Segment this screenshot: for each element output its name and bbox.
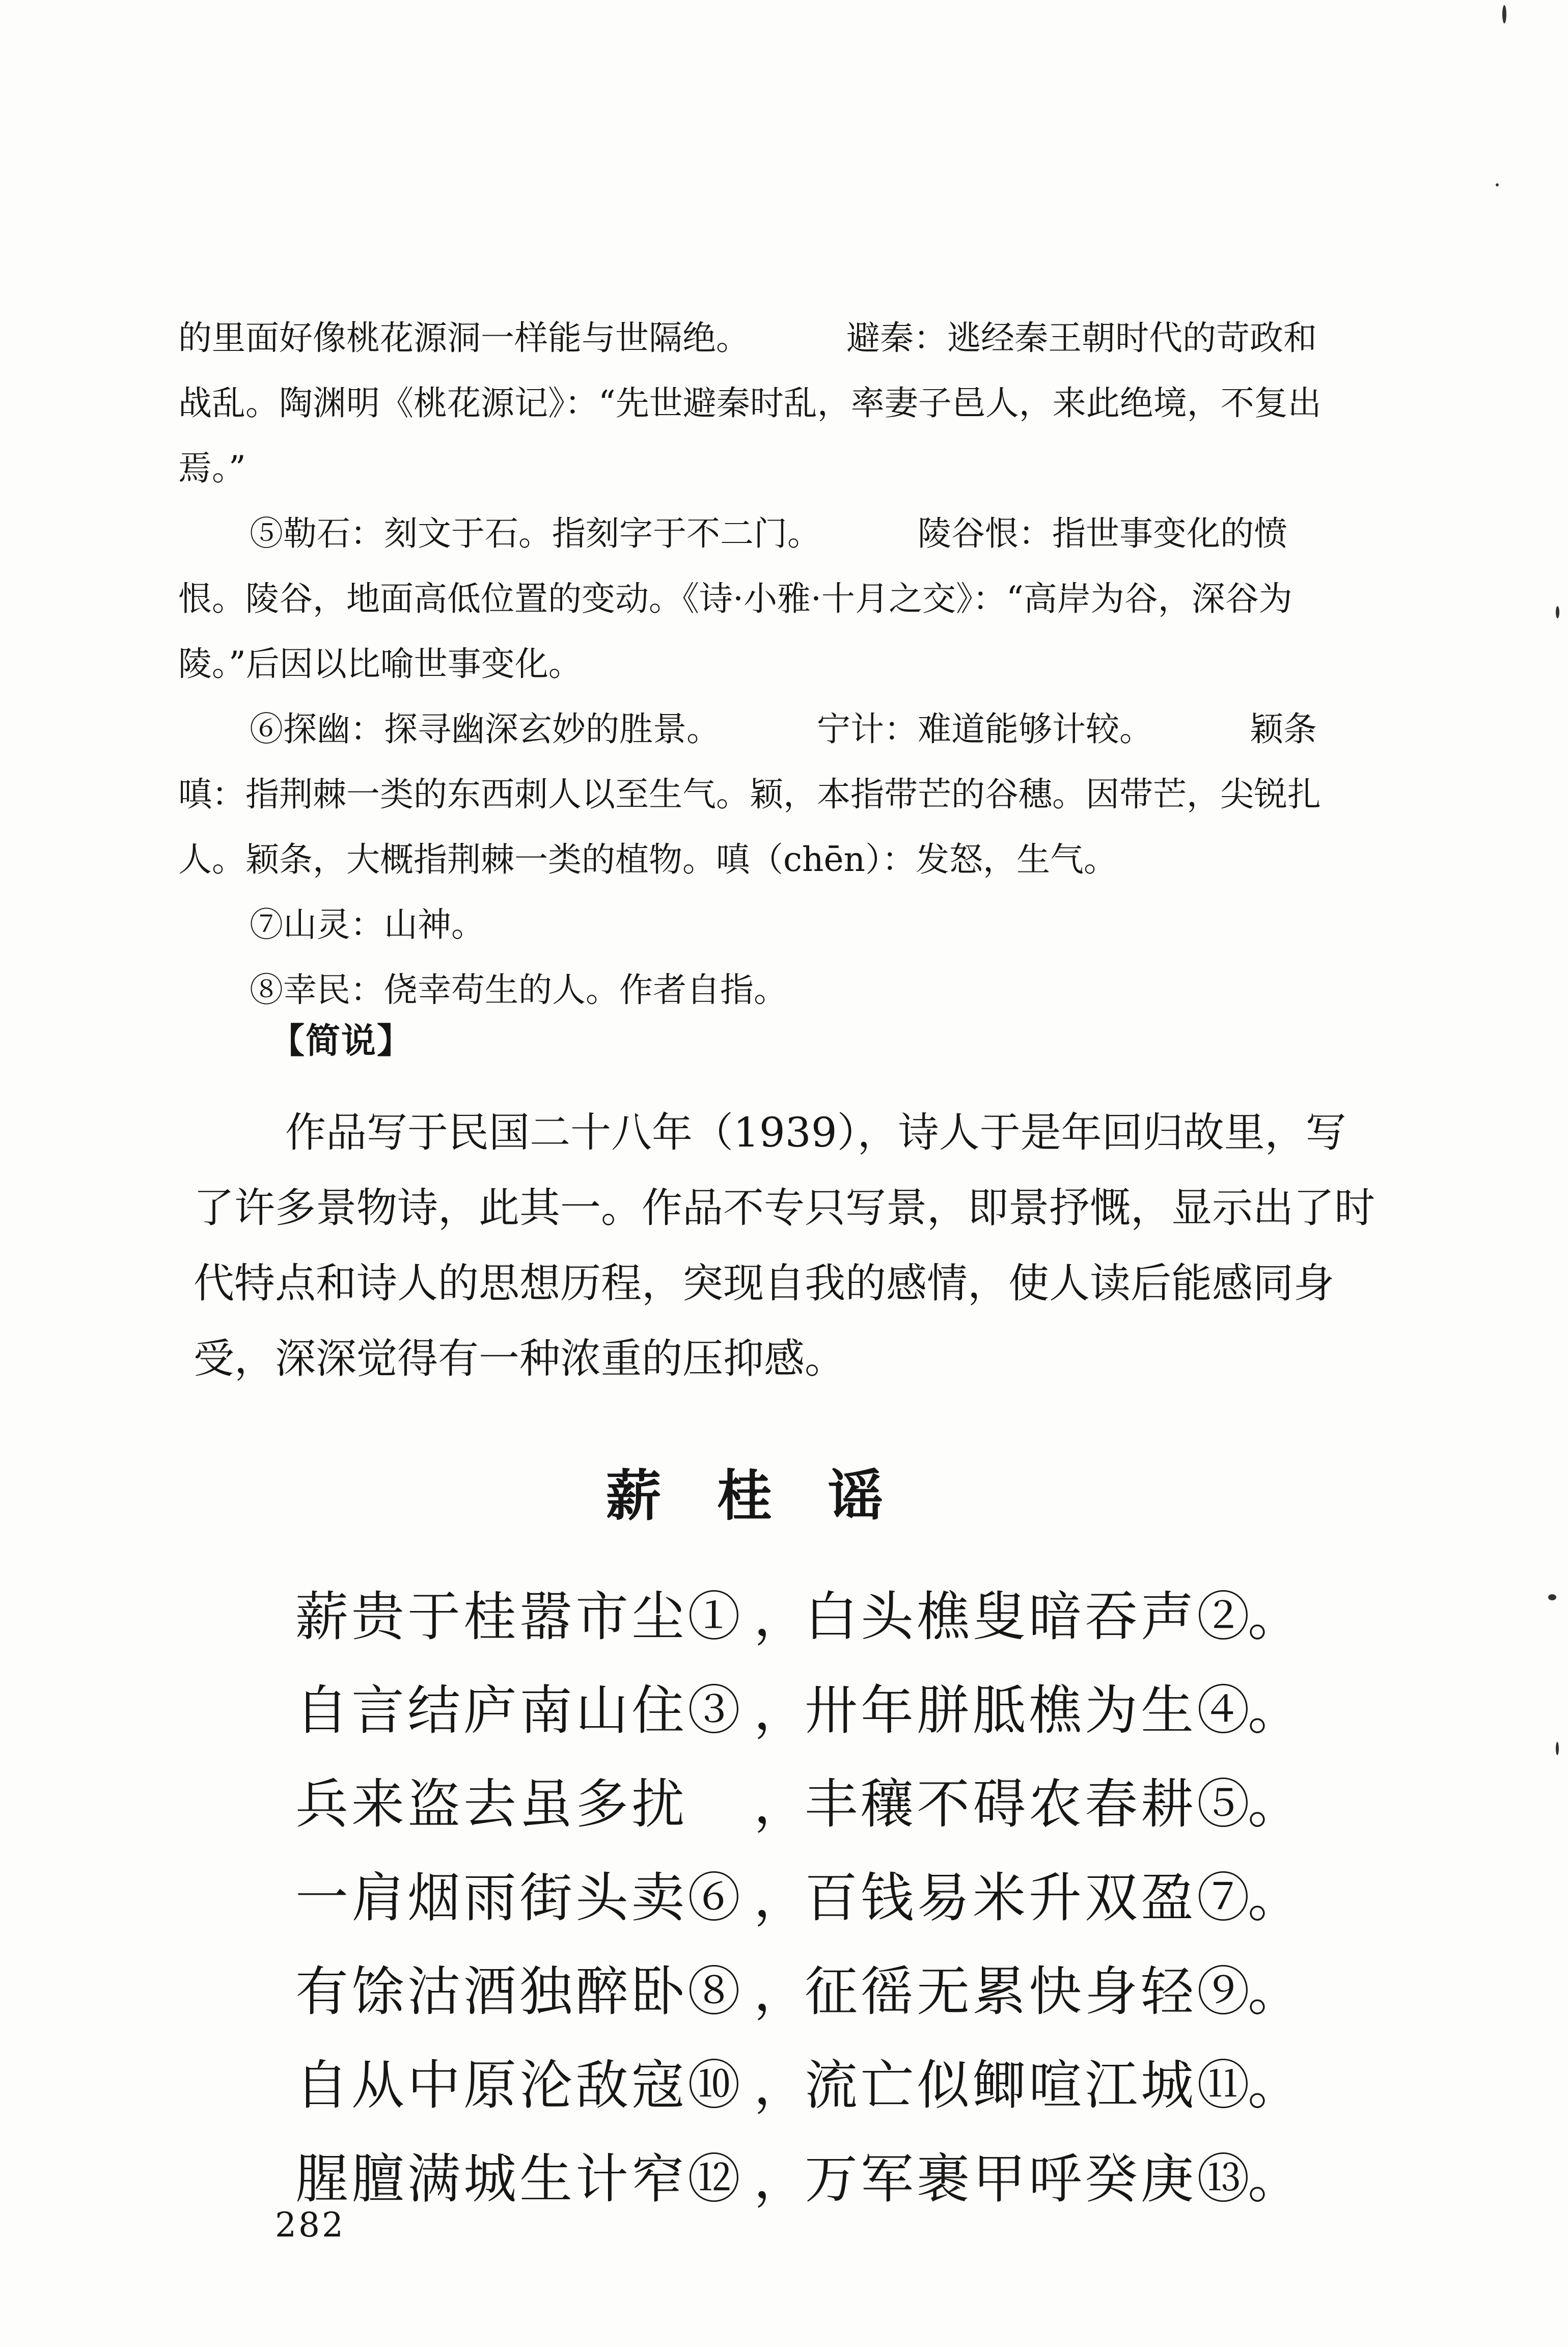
annotation-notes	[178, 306, 1350, 1023]
full-stop: 。	[1248, 2148, 1301, 2210]
full-stop: 。	[1248, 1679, 1301, 1741]
note-5	[178, 501, 1350, 697]
note-text: 的里面好像桃花源洞一样能与世隔绝。	[178, 318, 750, 358]
poem-line	[295, 1761, 1467, 1855]
comma: ，	[754, 1867, 807, 1929]
note-text: ⑤勒石：刻文于石。指刻字于不二门。	[250, 514, 821, 553]
note-text: ⑧幸民：侥幸苟生的人。作者自指。	[250, 970, 787, 1009]
comma: ，	[754, 1773, 807, 1835]
poem-line-second-half: 丰穰不碍农春耕⑤	[805, 1773, 1253, 1835]
comma: ，	[754, 1586, 807, 1648]
full-stop: 。	[1248, 1586, 1301, 1648]
poem-line-first-half: 兵来盗去虽多扰	[295, 1773, 688, 1835]
full-stop: 。	[1248, 1960, 1301, 2023]
page-number: 282	[275, 2205, 345, 2245]
poem-line-second-half: 万军裹甲呼癸庚⑬	[805, 2148, 1253, 2210]
scan-speck	[1502, 5, 1506, 23]
poem-line	[295, 2042, 1467, 2136]
poem-title: 薪桂谣	[606, 1464, 940, 1528]
full-stop: 。	[1248, 1867, 1301, 1929]
scan-speck	[1556, 1742, 1559, 1755]
comma: ，	[754, 1960, 807, 2023]
poem-line-second-half: 征徭无累快身轻⑨	[805, 1960, 1253, 2023]
poem-body	[295, 1574, 1467, 2230]
poem-line-first-half: 薪贵于桂嚣市尘①	[295, 1586, 744, 1648]
poem-line	[295, 1668, 1467, 1761]
note-6	[178, 697, 1350, 892]
note-tail: 陵谷恨：指世事变化的愤恨。陵谷，地面高低位置的变动。《诗·小雅·十月之交》：“高岸为谷，深谷为陵。”后因以比喻世事变化。	[178, 514, 1292, 684]
full-stop: 。	[1248, 1773, 1301, 1835]
comma: ，	[754, 2148, 807, 2210]
poem-line	[295, 1949, 1467, 2042]
poem-line	[295, 1574, 1467, 1668]
poem-line	[295, 1855, 1467, 1949]
poem-line-second-half: 百钱易米升双盈⑦	[805, 1867, 1253, 1929]
poem-line-second-half: 白头樵叟暗吞声②	[805, 1586, 1253, 1648]
scan-speck	[1496, 183, 1499, 186]
poem-line-second-half: 流亡似鲫喧江城⑪	[805, 2054, 1253, 2116]
commentary-paragraph: 作品写于民国二十八年（1939），诗人于是年回归故里，写了许多景物诗，此其一。作品不专只写景，即景抒慨，显示出了时代特点和诗人的思想历程，突现自我的感情，使人读后能感同身受，深深觉得有一种浓重的压抑感。	[194, 1109, 1375, 1382]
note-tail: 避秦：逃经秦王朝时代的苛政和战乱。陶渊明《桃花源记》：“先世避秦时乱，率妻子邑人，来此绝境，不复出焉。”	[178, 318, 1322, 488]
poem-line-first-half: 自言结庐南山住③	[295, 1679, 744, 1741]
scan-speck	[1556, 606, 1559, 618]
full-stop: 。	[1248, 2054, 1301, 2116]
comma: ，	[754, 1679, 807, 1741]
scan-speck	[1548, 1594, 1556, 1600]
poem-line	[295, 2136, 1467, 2230]
poem-line-first-half: 腥膻满城生计窄⑫	[295, 2148, 744, 2210]
poem-line-first-half: 自从中原沦敌寇⑩	[295, 2054, 744, 2116]
note-tail: 颖条嗔：指荆棘一类的东西刺人以至生气。颖，本指带芒的谷穗。因带芒，尖锐扎人。颖条，大概指荆棘一类的植物。嗔（chēn）：发怒，生气。	[178, 709, 1321, 879]
note-text: ⑦山灵：山神。	[250, 905, 485, 944]
note-4-continued	[178, 306, 1350, 501]
poem-line-second-half: 卅年胼胝樵为生④	[805, 1679, 1253, 1741]
note-8	[178, 958, 1350, 1023]
note-mid: 宁计：难道能够计较。	[817, 709, 1153, 749]
poem-line-first-half: 一肩烟雨街头卖⑥	[295, 1867, 744, 1929]
comma: ，	[754, 2054, 807, 2116]
note-7	[178, 892, 1350, 958]
poem-line-first-half: 有馀沽酒独醉卧⑧	[295, 1960, 744, 2023]
note-text: ⑥探幽：探寻幽深玄妙的胜景。	[250, 709, 720, 749]
section-label-brief-commentary: 【简说】	[270, 1021, 413, 1061]
